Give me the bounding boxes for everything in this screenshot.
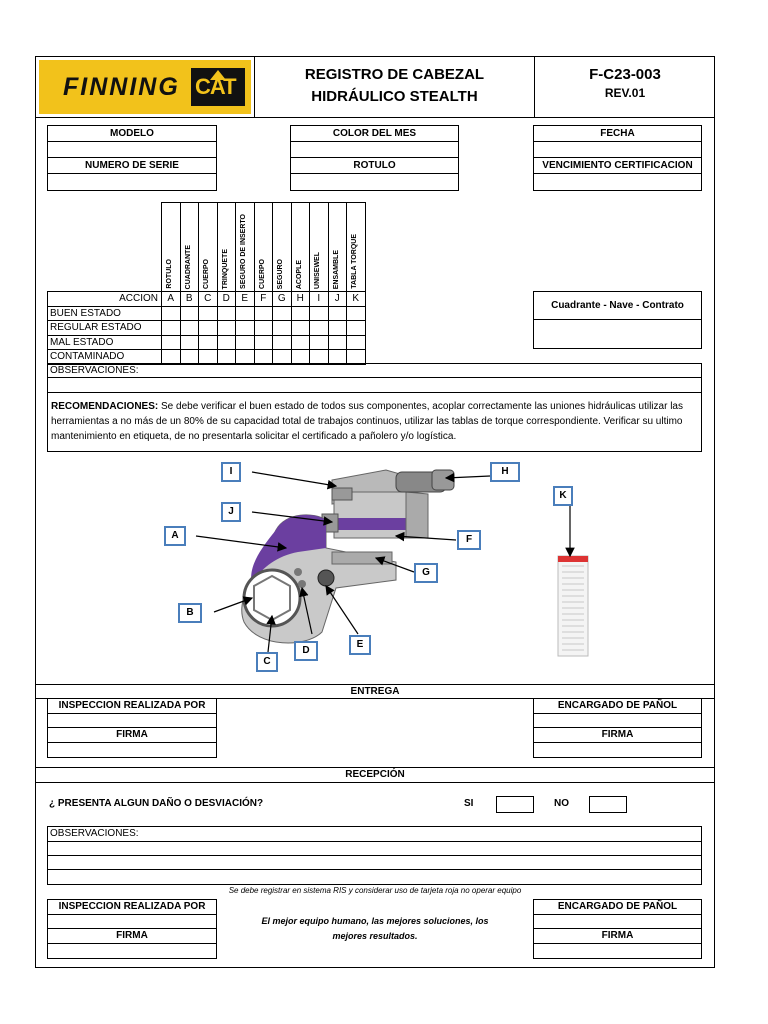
recepcion-observaciones-line2[interactable]: [47, 855, 702, 870]
check-cell[interactable]: [328, 335, 348, 351]
check-cell[interactable]: [235, 306, 255, 322]
label-g: G: [414, 563, 438, 583]
torque-table-image: [558, 556, 588, 656]
component-header: [309, 202, 329, 292]
check-cell[interactable]: [309, 320, 329, 336]
component-label: SEGURO: [277, 258, 284, 289]
no-box[interactable]: [589, 796, 627, 813]
component-header: [272, 202, 292, 292]
damage-question: ¿ PRESENTA ALGUN DAÑO O DESVIACIÓN?: [49, 798, 264, 809]
entrega-firma-label: FIRMA: [47, 727, 217, 743]
entrega-firma-field[interactable]: [47, 742, 217, 758]
modelo-field[interactable]: [47, 141, 217, 158]
recepcion-observaciones-line3[interactable]: [47, 869, 702, 885]
check-cell[interactable]: [272, 306, 292, 322]
check-cell[interactable]: [180, 320, 200, 336]
fecha-label: FECHA: [533, 125, 702, 142]
fecha-field[interactable]: [533, 141, 702, 158]
check-cell[interactable]: [346, 306, 366, 322]
check-cell[interactable]: [254, 335, 274, 351]
check-cell[interactable]: [198, 335, 218, 351]
component-header: [254, 202, 274, 292]
check-cell[interactable]: [272, 335, 292, 351]
label-d: D: [294, 641, 318, 661]
recepcion-firma-label: FIRMA: [47, 928, 217, 944]
column-letter: I: [309, 291, 329, 307]
column-letter: C: [198, 291, 218, 307]
label-e: E: [349, 635, 371, 655]
recepcion-inspeccion-field[interactable]: [47, 914, 217, 929]
component-label: ACOPLE: [295, 259, 303, 289]
component-header: [291, 202, 311, 292]
component-label: TRINQUETE: [221, 248, 229, 289]
condition-label: REGULAR ESTADO: [47, 320, 162, 336]
finning-wordmark: FINNING: [63, 73, 180, 101]
check-cell[interactable]: [309, 335, 329, 351]
motto: El mejor equipo humano, las mejores soluciones, los mejores resultados.: [261, 916, 489, 941]
cat-mark: CAT: [191, 68, 245, 106]
observaciones-field[interactable]: [47, 377, 702, 393]
component-label: CUERPO: [258, 259, 266, 289]
numero-serie-field[interactable]: [47, 173, 217, 191]
numero-serie-label: NUMERO DE SERIE: [47, 157, 217, 174]
recomendaciones-text: Se debe verificar el buen estado de todos sus componentes, acoplar correctamente las uniones hidráulicas utilizar las herramientas a no más de un 80% de su capacidad total de trabajos continuos, utilizar las tablas de torque correspondiente. Verificar su ultimo mantenimiento en etiqueta, de no presentarla solicitar el certificado a pañolero y/o logística.: [51, 401, 683, 442]
check-cell[interactable]: [346, 320, 366, 336]
check-cell[interactable]: [272, 320, 292, 336]
component-label: ROTULO: [166, 259, 173, 289]
recepcion-encargado-label: ENCARGADO DE PAÑOL: [533, 899, 702, 915]
tool-body: [322, 470, 454, 538]
cuadrante-field[interactable]: [533, 319, 702, 349]
component-label: UNISEWEL: [314, 252, 321, 289]
color-mes-label: COLOR DEL MES: [290, 125, 459, 142]
check-cell[interactable]: [217, 306, 237, 322]
label-a: A: [164, 526, 186, 546]
no-label: NO: [554, 798, 569, 809]
rotulo-label: ROTULO: [290, 157, 459, 174]
color-mes-field[interactable]: [290, 141, 459, 158]
component-label: SEGURO DE INSERTO: [240, 214, 247, 289]
column-letter: E: [235, 291, 255, 307]
component-header: [346, 202, 366, 292]
check-cell[interactable]: [328, 306, 348, 322]
column-letter: J: [328, 291, 348, 307]
component-label: ENSAMBLE: [332, 249, 340, 289]
check-cell[interactable]: [161, 320, 181, 336]
recepcion-observaciones-line1[interactable]: [47, 841, 702, 856]
recepcion-firma-right-field[interactable]: [533, 943, 702, 959]
column-letter: B: [180, 291, 200, 307]
page-title: REGISTRO DE CABEZAL HIDRÁULICO STEALTH: [304, 66, 485, 105]
column-letter: F: [254, 291, 274, 307]
check-cell[interactable]: [235, 320, 255, 336]
entrega-inspeccion-field[interactable]: [47, 713, 217, 728]
vencimiento-field[interactable]: [533, 173, 702, 191]
recepcion-title: RECEPCIÓN: [345, 769, 405, 780]
column-letter: A: [161, 291, 181, 307]
modelo-label: MODELO: [47, 125, 217, 142]
condition-label: BUEN ESTADO: [47, 306, 162, 322]
component-header: [328, 202, 348, 292]
entrega-firma-right-field[interactable]: [533, 742, 702, 758]
check-cell[interactable]: [217, 335, 237, 351]
check-cell[interactable]: [217, 320, 237, 336]
component-header: [198, 202, 218, 292]
si-label: SI: [464, 798, 474, 809]
column-letter: K: [346, 291, 366, 307]
entrega-encargado-field[interactable]: [533, 713, 702, 728]
check-cell[interactable]: [161, 306, 181, 322]
check-cell[interactable]: [161, 335, 181, 351]
component-label: CUERPO: [203, 259, 210, 289]
check-cell[interactable]: [254, 320, 274, 336]
label-h: H: [490, 462, 520, 482]
check-cell[interactable]: [328, 320, 348, 336]
recepcion-firma-field[interactable]: [47, 943, 217, 959]
component-header: [217, 202, 237, 292]
entrega-title: ENTREGA: [350, 686, 400, 697]
check-cell[interactable]: [291, 320, 311, 336]
label-f: F: [457, 530, 481, 550]
component-header: [161, 202, 181, 292]
column-letter: H: [291, 291, 311, 307]
label-i: I: [221, 462, 241, 482]
accion-label: ACCION: [47, 291, 162, 307]
component-label: TABLA TORQUE: [351, 234, 358, 289]
condition-label: MAL ESTADO: [47, 335, 162, 351]
recepcion-inspeccion-label: INSPECCION REALIZADA POR: [47, 899, 217, 915]
check-cell[interactable]: [254, 306, 274, 322]
check-cell[interactable]: [180, 306, 200, 322]
check-cell[interactable]: [180, 335, 200, 351]
check-cell[interactable]: [346, 335, 366, 351]
check-cell[interactable]: [198, 320, 218, 336]
entrega-firma-right-label: FIRMA: [533, 727, 702, 743]
condition-label: CONTAMINADO: [47, 349, 162, 365]
finning-logo: [39, 60, 251, 114]
label-c: C: [256, 652, 278, 672]
label-k: K: [553, 486, 573, 506]
component-label: CUADRANTE: [184, 244, 192, 289]
tool-diagram: [36, 452, 714, 684]
observaciones-label: OBSERVACIONES:: [47, 363, 702, 378]
check-cell[interactable]: [291, 335, 311, 351]
column-letter: D: [217, 291, 237, 307]
label-j: J: [221, 502, 241, 522]
ris-note: Se debe registrar en sistema RIS y considerar uso de tarjeta roja no operar equipo: [228, 886, 522, 895]
vencimiento-label: VENCIMIENTO CERTIFICACION: [533, 157, 702, 174]
si-box[interactable]: [496, 796, 534, 813]
check-cell[interactable]: [198, 306, 218, 322]
component-header: [235, 202, 255, 292]
rotulo-field[interactable]: [290, 173, 459, 191]
cuadrante-label: Cuadrante - Nave - Contrato: [533, 291, 702, 320]
entrega-inspeccion-label: INSPECCION REALIZADA POR: [47, 698, 217, 714]
check-cell[interactable]: [235, 335, 255, 351]
component-header: [180, 202, 200, 292]
label-b: B: [178, 603, 202, 623]
column-letter: G: [272, 291, 292, 307]
recepcion-observaciones-label: OBSERVACIONES:: [47, 826, 702, 842]
recomendaciones-label: RECOMENDACIONES:: [51, 401, 159, 412]
recepcion-encargado-field[interactable]: [533, 914, 702, 929]
entrega-encargado-label: ENCARGADO DE PAÑOL: [533, 698, 702, 714]
check-cell[interactable]: [309, 306, 329, 322]
recepcion-firma-right-label: FIRMA: [533, 928, 702, 944]
form-code: F-C23-003 REV.01: [589, 66, 661, 100]
check-cell[interactable]: [291, 306, 311, 322]
recomendaciones-box: [47, 392, 702, 452]
